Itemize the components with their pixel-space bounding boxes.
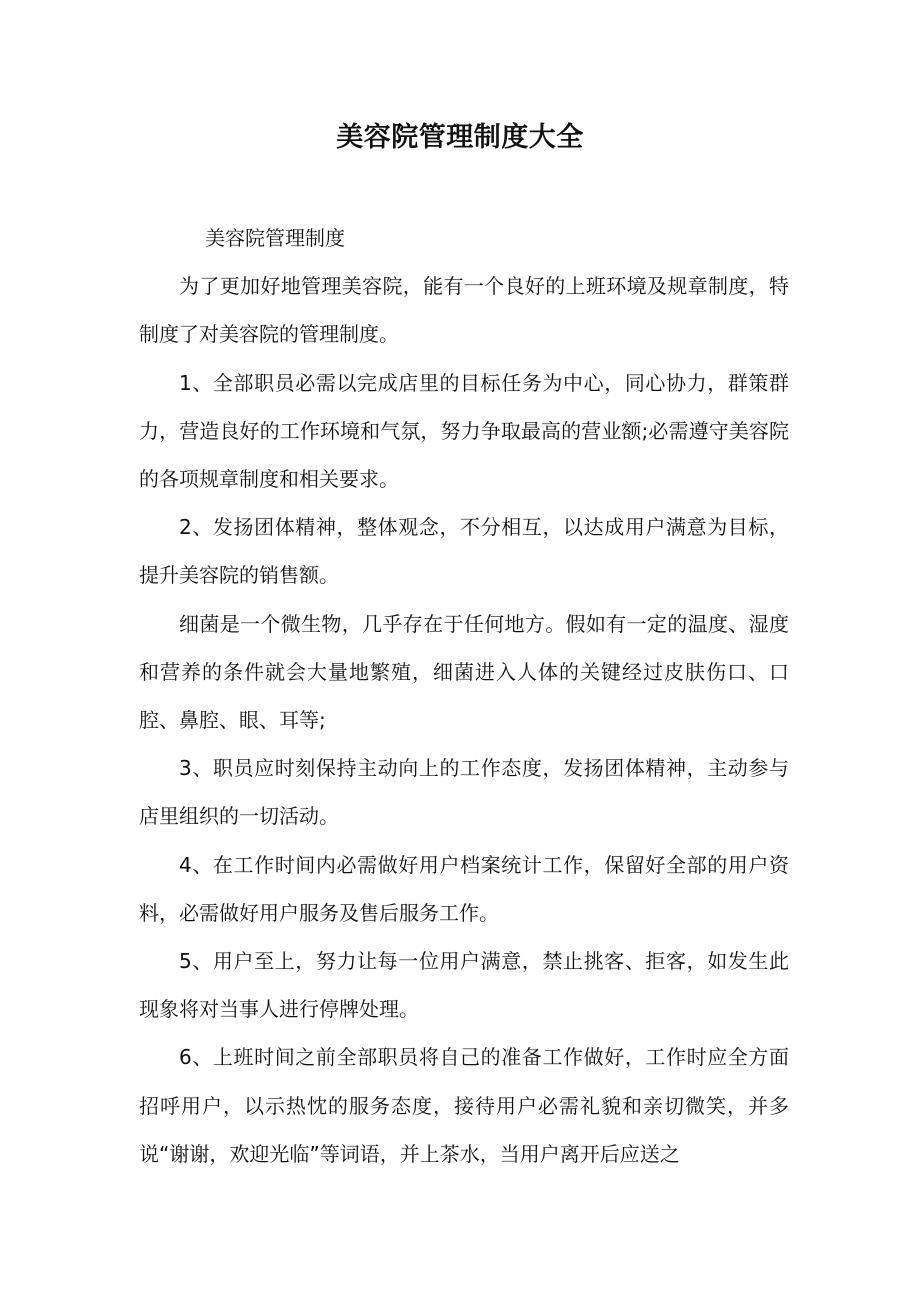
section-heading: 美容院管理制度 — [205, 226, 345, 250]
paragraph-rule-1: 1、全部职员必需以完成店里的目标任务为中心，同心协力，群策群力，营造良好的工作环境和气氛，努力争取最高的营业额;必需遵守美容院的各项规章制度和相关要求。 — [139, 370, 789, 492]
paragraph-intro: 为了更加好地管理美容院，能有一个良好的上班环境及规章制度，特制度了对美容院的管理制度。 — [139, 274, 789, 347]
document-body — [139, 214, 789, 1178]
document-title: 美容院管理制度大全 — [336, 122, 584, 153]
paragraph-rule-6: 6、上班时间之前全部职员将自己的准备工作做好，工作时应全方面招呼用户，以示热忱的服务态度，接待用户必需礼貌和亲切微笑，并多说“谢谢，欢迎光临”等词语，并上茶水，当用户离开后应送之 — [139, 1045, 789, 1166]
paragraph-rule-3: 3、职员应时刻保持主动向上的工作态度，发扬团体精神，主动参与店里组织的一切活动。 — [139, 756, 789, 829]
paragraph-rule-5: 5、用户至上，努力让每一位用户满意，禁止挑客、拒客，如发生此现象将对当事人进行停牌处理。 — [139, 949, 789, 1022]
paragraph-bacteria: 细菌是一个微生物，几乎存在于任何地方。假如有一定的温度、湿度和营养的条件就会大量地繁殖，细菌进入人体的关键经过皮肤伤口、口腔、鼻腔、眼、耳等; — [139, 611, 789, 733]
paragraph-rule-4: 4、在工作时间内必需做好用户档案统计工作，保留好全部的用户资料，必需做好用户服务及售后服务工作。 — [139, 852, 789, 925]
paragraph-rule-2: 2、发扬团体精神，整体观念，不分相互，以达成用户满意为目标，提升美容院的销售额。 — [139, 515, 789, 588]
